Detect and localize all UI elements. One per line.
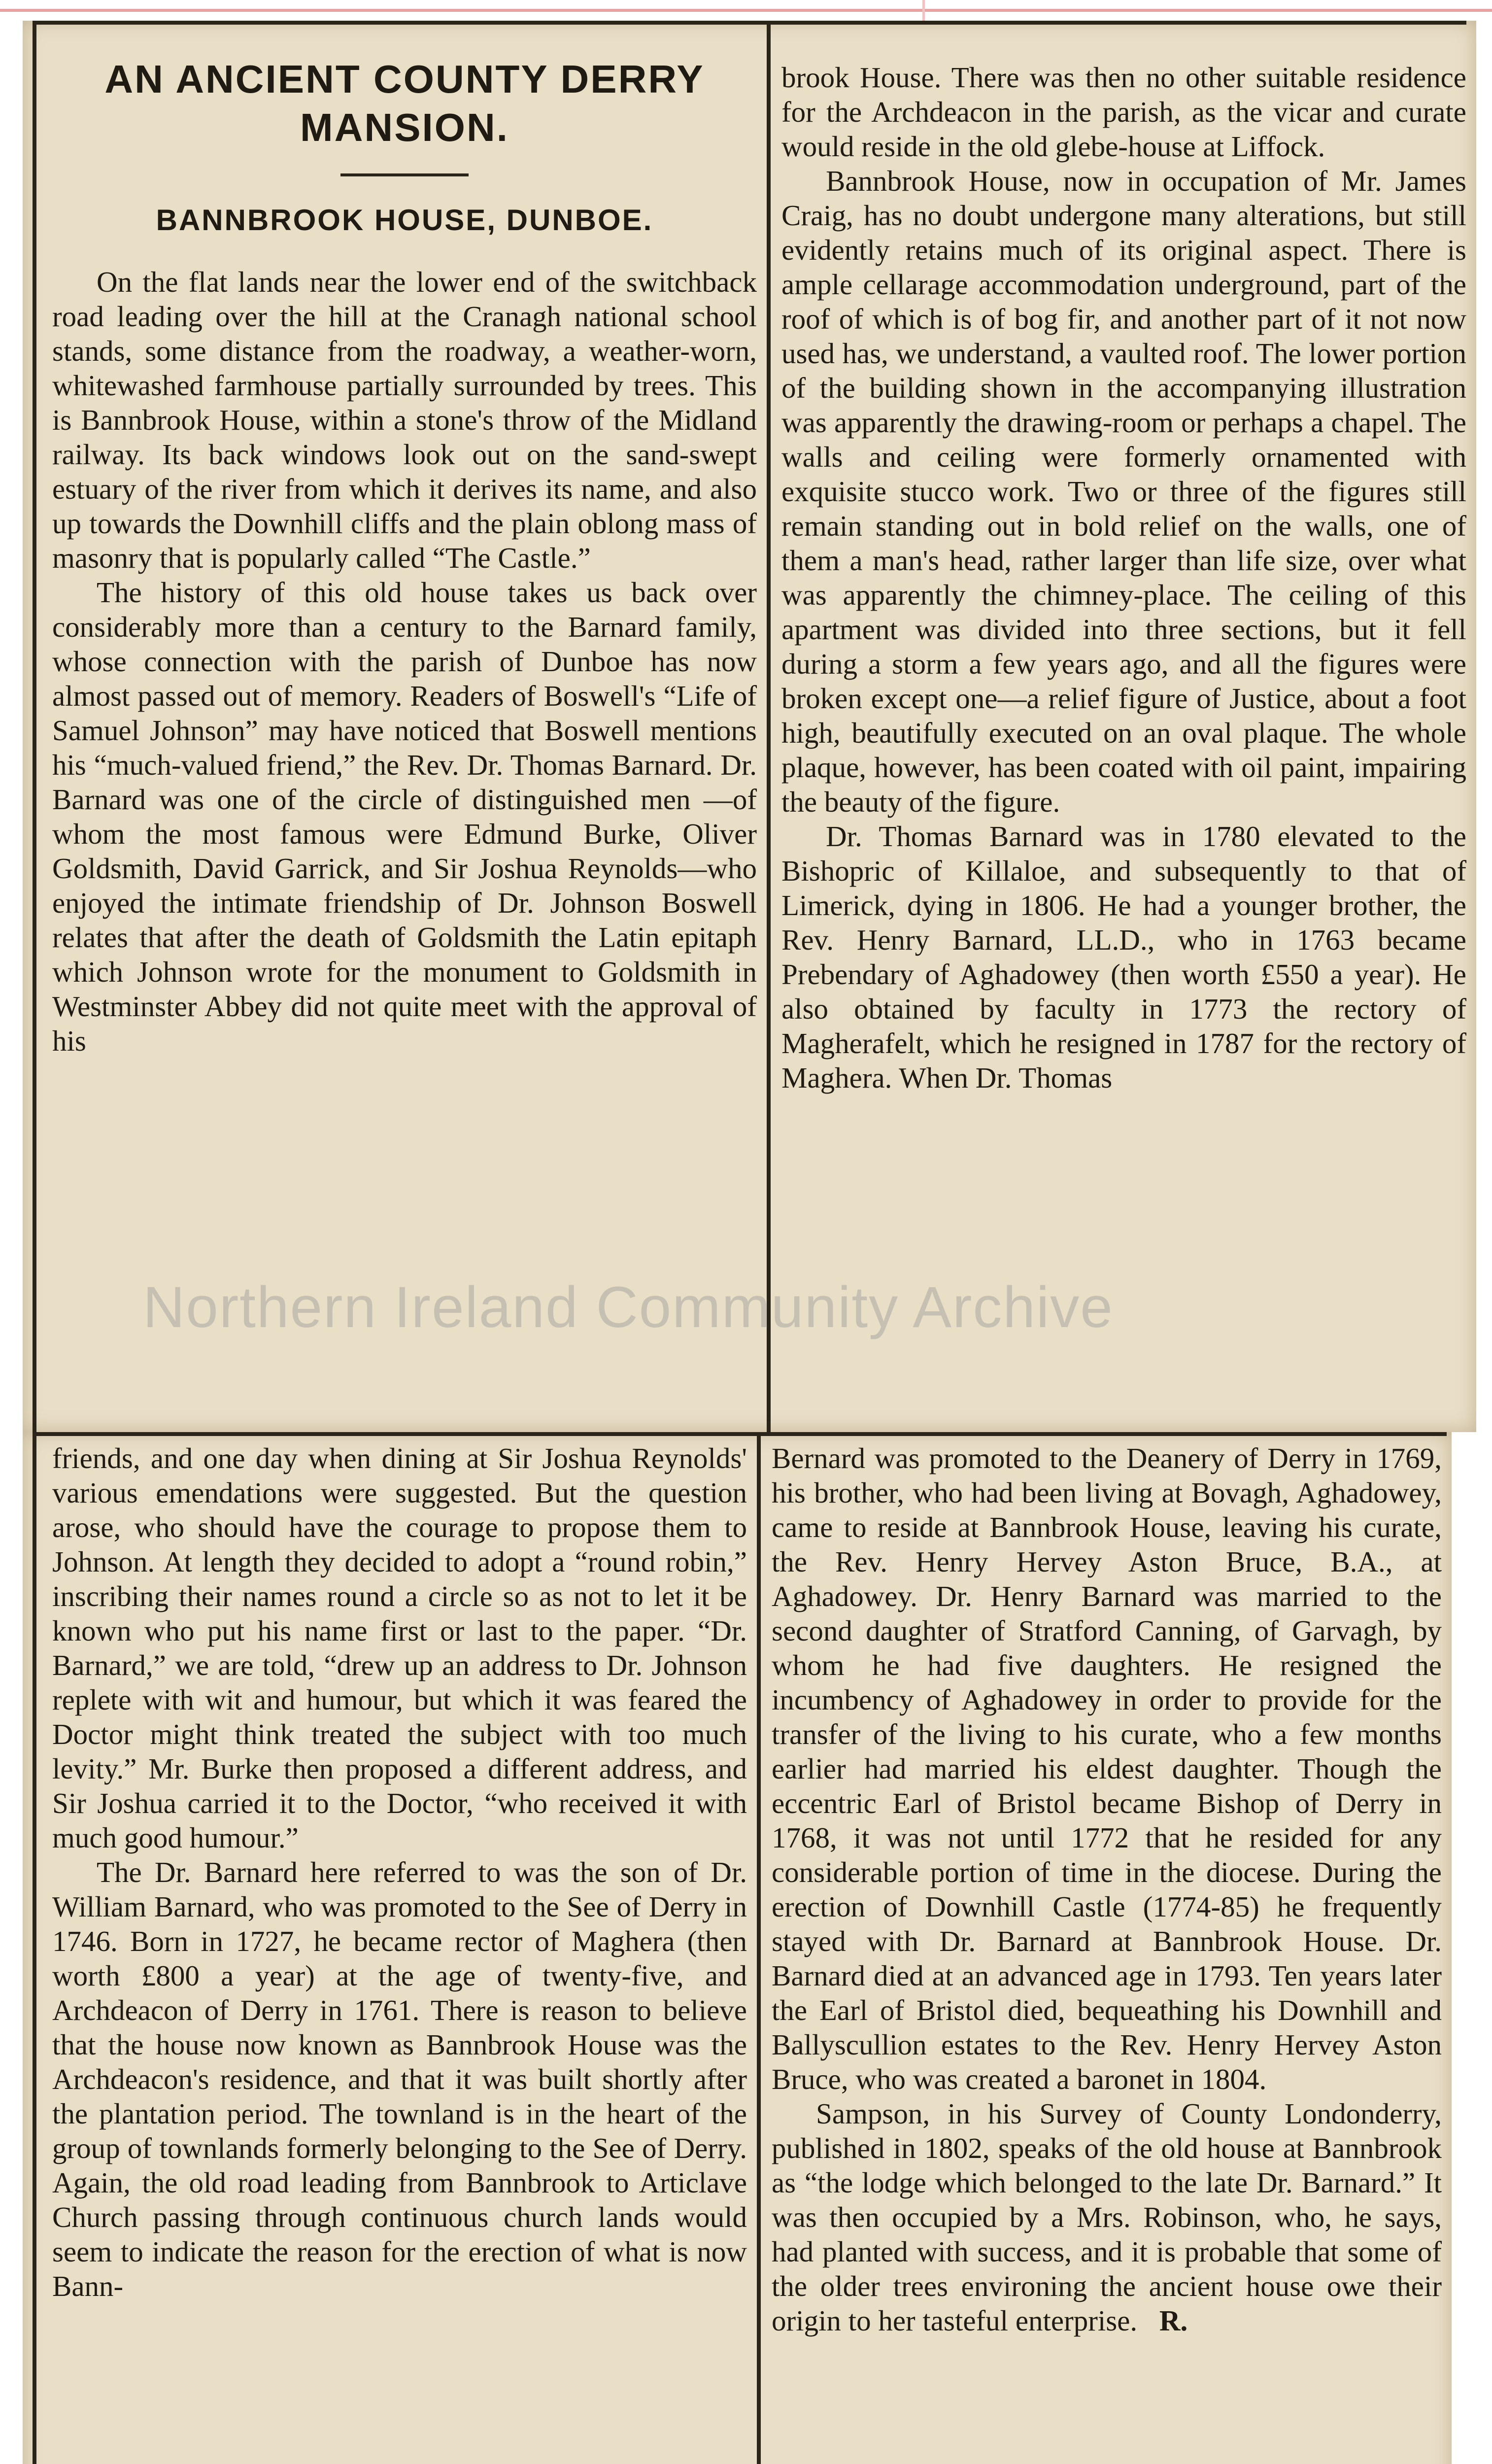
paragraph-text: Sampson, in his Survey of County Londonderry, published in 1802, speaks of the old house at Bannbrook as “the lodge which belonged to the late Dr. Barnard.” It was then occupied by a Mrs. Robinson, who, he says, had planted with success, and it is probable that some of the older trees environing the ancient house owe their origin to her tasteful enterprise. [772,2097,1442,2337]
clipping-top [23,21,1476,1432]
headline-line-1: AN ANCIENT COUNTY DERRY [104,57,705,101]
headline-divider [340,173,469,176]
paragraph: Dr. Thomas Barnard was in 1780 elevated to the Bishopric of Killaloe, and subsequently to that of Limerick, dying in 1806. He had a younger brother, the Rev. Henry Barnard, LL.D., who in 1763 became Prebendary of Aghadowey (then worth £550 a year). He also obtained by faculty in 1773 the rectory of Magherafelt, which he resigned in 1787 for the rectory of Maghera. When Dr. Thomas [781,820,1466,1094]
mount-red-line-horizontal [0,9,1492,12]
border-rule-top [33,21,1466,25]
paragraph: On the flat lands near the lower end of the switchback road leading over the hill at the Cranagh national school stands, some distance from the roadway, a weather-worn, whitewashed farmhouse partially surrounded by trees. This is Bannbrook House, within a stone's throw of the Midland railway. Its back windows look out on the sand-swept estuary of the river from which it derives its name, and also up towards the Downhill cliffs and the plain oblong mass of masonry that is popularly called “The Castle.” [52,266,757,574]
column-top-right [781,60,1466,1095]
border-rule-top [33,1432,1447,1436]
column-bottom-left [52,1441,747,2303]
paragraph [772,2096,1442,2338]
paragraph: Bernard was promoted to the Deanery of Derry in 1769, his brother, who had been living at Bovagh, Aghadowey, came to reside at Bannbrook House, leaving his curate, the Rev. Henry Hervey Aston Bruce, B.A., at Aghadowey. Dr. Henry Barnard was married to the second daughter of Stratford Canning, of Garvagh, by whom he had five daughters. He resigned the incumbency of Aghadowey in order to provide for the transfer of the living to his curate, who a few months earlier had married his eldest daughter. Though the eccentric Earl of Bristol became Bishop of Derry in 1768, it was not until 1772 that he resided for any considerable portion of time in the diocese. During the erection of Downhill Castle (1774-85) he frequently stayed with Dr. Barnard at Bannbrook House. Dr. Barnard died at an advanced age in 1793. Ten years later the Earl of Bristol died, bequeathing his Downhill and Ballyscullion estates to the Rev. Henry Hervey Aston Bruce, who was created a baronet in 1804. [772,1442,1442,2095]
paragraph: Bannbrook House, now in occupation of Mr. James Craig, has no doubt undergone many alterations, but still evidently retains much of its original aspect. There is ample cellarage accommodation underground, part of the roof of which is of bog fir, and another part of it not now used has, we understand, a vaulted roof. The lower portion of the building shown in the accompanying illustration was apparently the drawing-room or perhaps a chapel. The walls and ceiling were formerly ornamented with exquisite stucco work. Two or three of the figures still remain standing out in bold relief on the walls, one of them a man's head, rather larger than life size, over what was apparently the chimney-place. The ceiling of this apartment was divided into three sections, but it fell during a storm a few years ago, and all the figures were broken except one—a relief figure of Justice, about a foot high, beautifully executed on an oval plaque. The whole plaque, however, has been coated with oil paint, impairing the beauty of the figure. [781,165,1466,818]
column-rule [757,1432,761,2464]
border-rule-left [33,21,36,1432]
column-rule [767,21,771,1432]
border-rule-left [33,1432,36,2464]
paragraph: brook House. There was then no other suitable residence for the Archdeacon in the parish, as the vicar and curate would reside in the old glebe-house at Liffock. [781,61,1466,163]
headline-line-2: MANSION. [300,105,509,149]
article-subheadline: BANNBROOK HOUSE, DUNBOE. [156,204,653,237]
column-top-left [52,26,757,1058]
article-headline [52,55,757,152]
paragraph: The history of this old house takes us back over considerably more than a century to the Barnard family, whose connection with the parish of Dunboe has now almost passed out of memory. Readers of Boswell's “Life of Samuel Johnson” may have noticed that Boswell mentions his “much-valued friend,” the Rev. Dr. Thomas Barnard. Dr. Barnard was one of the circle of distinguished men —of whom the most famous were Edmund Burke, Oliver Goldsmith, David Garrick, and Sir Joshua Reynolds—who enjoyed the intimate friendship of Dr. Johnson Boswell relates that after the death of Goldsmith the Latin epitaph which Johnson wrote for the monument to Goldsmith in Westminster Abbey did not quite meet with the approval of his [52,576,757,1057]
paragraph: friends, and one day when dining at Sir Joshua Reynolds' various emendations were suggested. But the question arose, who should have the courage to propose them to Johnson. At length they decided to adopt a “round robin,” inscribing their names round a circle so as not to let it be known who put his name first or last to the paper. “Dr. Barnard,” we are told, “drew up an address to Dr. Johnson replete with wit and humour, but which it was feared the Doctor might think treated the subject with too much levity.” Mr. Burke then proposed a different address, and Sir Joshua carried it to the Doctor, “who received it with much good humour.” [52,1442,747,1854]
column-bottom-right [772,1441,1442,2338]
author-signature: R. [1159,2304,1188,2337]
clipping-bottom [23,1432,1452,2464]
paragraph: The Dr. Barnard here referred to was the son of Dr. William Barnard, who was promoted to the See of Derry in 1746. Born in 1727, he became rector of Maghera (then worth £800 a year) at the age of twenty-five, and Archdeacon of Derry in 1761. There is reason to believe that the house now known as Bannbrook House was the Archdeacon's residence, and that it was built shortly after the plantation period. The townland is in the heart of the group of townlands formerly belonging to the See of Derry. Again, the old road leading from Bannbrook to Articlave Church passing through continuous church lands would seem to indicate the reason for the erection of what is now Bann- [52,1856,747,2302]
archive-watermark: Northern Ireland Community Archive [143,1275,1114,1340]
